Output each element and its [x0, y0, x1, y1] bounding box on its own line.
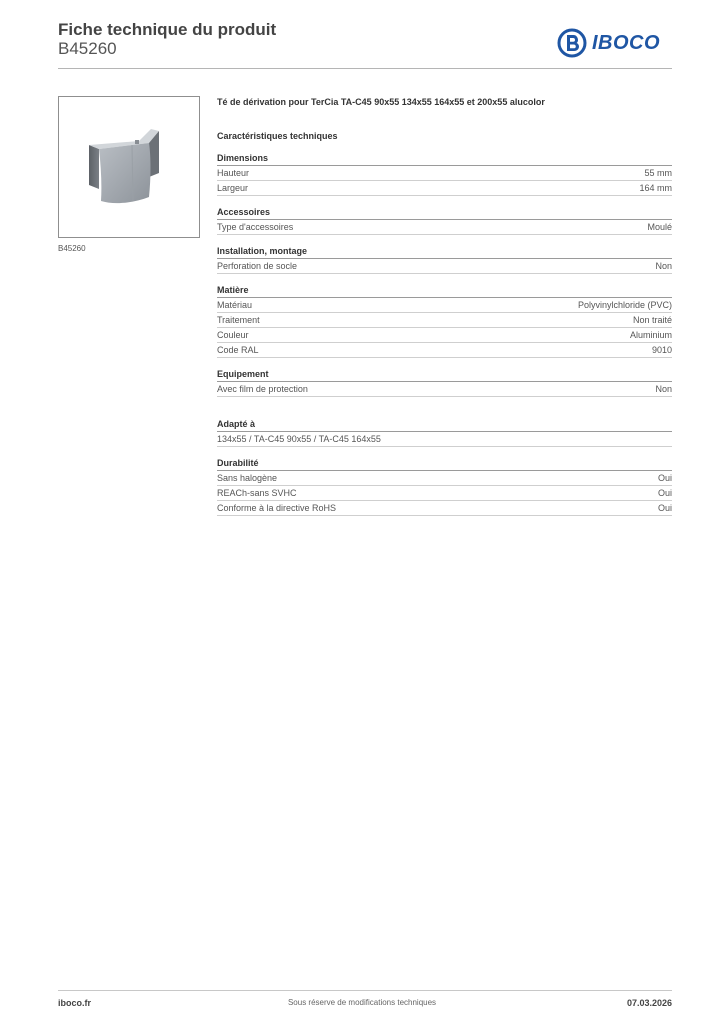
section-title: Accessoires	[217, 206, 672, 220]
footer-date: 07.03.2026	[626, 998, 672, 1008]
iboco-logo	[557, 28, 660, 58]
section-title: Equipement	[217, 368, 672, 382]
spec-value: Oui	[657, 473, 672, 483]
section-title: Dimensions	[217, 152, 672, 166]
footer-note: Sous réserve de modifications techniques	[287, 998, 437, 1007]
spec-row	[217, 313, 672, 328]
spec-value: Oui	[657, 503, 672, 513]
spec-section	[217, 418, 672, 447]
spec-row	[217, 382, 672, 397]
spec-label: Avec film de protection	[217, 384, 308, 394]
spec-row	[217, 220, 672, 235]
spec-label: Hauteur	[217, 168, 250, 178]
spec-label: Type d'accessoires	[217, 222, 294, 232]
page-title: Fiche technique du produit	[58, 20, 277, 39]
spec-label: Perforation de socle	[217, 261, 298, 271]
spec-row	[217, 432, 672, 447]
spec-label: Couleur	[217, 330, 249, 340]
spec-section	[217, 457, 672, 516]
spec-value: Oui	[657, 488, 672, 498]
footer-divider	[58, 990, 672, 991]
spec-label: 134x55 / TA-C45 90x55 / TA-C45 164x55	[217, 434, 381, 444]
header-divider	[58, 68, 672, 69]
spec-sections	[217, 152, 672, 516]
spec-label: Code RAL	[217, 345, 259, 355]
spec-section	[217, 152, 672, 196]
logo-text: IBOCO	[592, 31, 661, 54]
technical-characteristics-heading: Caractéristiques techniques	[217, 131, 338, 141]
spec-value: 9010	[651, 345, 672, 355]
spec-value: Polyvinylchloride (PVC)	[577, 300, 672, 310]
spec-label: Traitement	[217, 315, 260, 325]
spec-section	[217, 368, 672, 397]
spec-value: Moulé	[647, 222, 672, 232]
spec-value: Non	[655, 384, 672, 394]
section-title: Matière	[217, 284, 672, 298]
section-title: Durabilité	[217, 457, 672, 471]
footer-website: iboco.fr	[58, 998, 91, 1008]
spec-row	[217, 501, 672, 516]
spec-label: Matériau	[217, 300, 253, 310]
spec-section	[217, 245, 672, 274]
product-code: B45260	[58, 39, 117, 58]
spec-label: Conforme à la directive RoHS	[217, 503, 337, 513]
spec-row	[217, 166, 672, 181]
spec-label: REACh-sans SVHC	[217, 488, 297, 498]
product-image-caption: B45260	[58, 244, 86, 253]
spec-row	[217, 259, 672, 274]
product-image-frame	[58, 96, 200, 238]
cable-trunking-tee-fitting-icon	[59, 97, 199, 237]
spec-value: Aluminium	[629, 330, 672, 340]
spec-value: 55 mm	[644, 168, 672, 178]
spec-value: Non traité	[632, 315, 672, 325]
spec-section	[217, 284, 672, 358]
spec-row	[217, 328, 672, 343]
section-title: Adapté à	[217, 418, 672, 432]
spec-value: Non	[655, 261, 672, 271]
spec-row	[217, 486, 672, 501]
spec-row	[217, 343, 672, 358]
spec-content	[217, 96, 672, 516]
iboco-logo-icon	[557, 28, 587, 58]
spec-row	[217, 298, 672, 313]
spec-value: 164 mm	[639, 183, 672, 193]
section-title: Installation, montage	[217, 245, 672, 259]
spec-row	[217, 471, 672, 486]
spec-row	[217, 181, 672, 196]
spec-section	[217, 206, 672, 235]
product-name: Té de dérivation pour TerCia TA-C45 90x55 134x55 164x55 et 200x55 alucolor	[217, 97, 545, 107]
spec-label: Largeur	[217, 183, 249, 193]
spec-label: Sans halogène	[217, 473, 278, 483]
